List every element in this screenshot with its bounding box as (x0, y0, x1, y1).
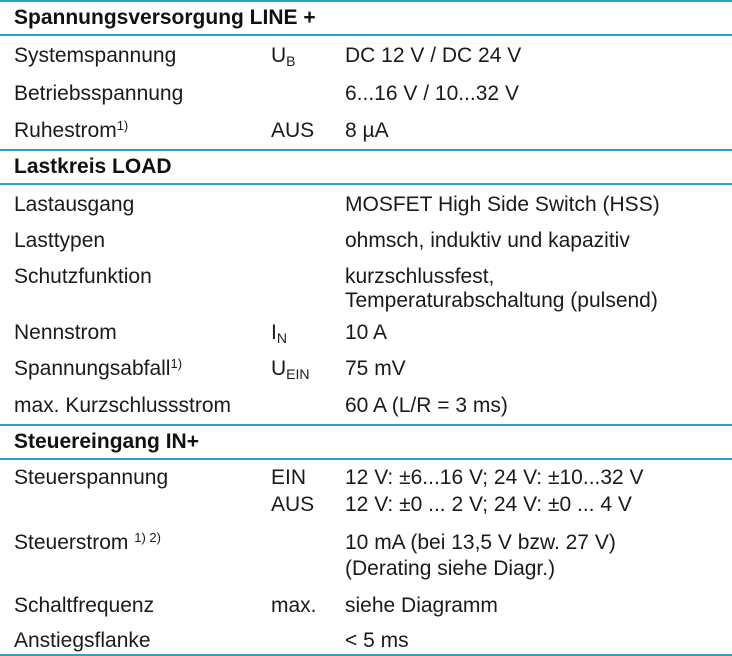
label-nennstrom: Nennstrom (14, 321, 117, 344)
value-steuerstrom-line1: 10 mA (bei 13,5 V bzw. 27 V) (345, 531, 616, 554)
value-steuerspannung-aus: 12 V: ±0 ... 2 V; 24 V: ±0 ... 4 V (345, 493, 632, 516)
value-systemspannung: DC 12 V / DC 24 V (345, 44, 522, 67)
label-systemspannung: Systemspannung (14, 44, 177, 67)
section-title-in: Steuereingang IN+ (14, 430, 199, 453)
value-schaltfrequenz: siehe Diagramm (345, 594, 498, 617)
label-anstiegsflanke: Anstiegsflanke (14, 629, 151, 652)
symbol-schaltfrequenz: max. (271, 594, 317, 617)
label-ruhestrom: Ruhestrom$^{1)}$ (14, 118, 129, 142)
rule-line-header (0, 34, 732, 36)
value-spannungsabfall: 75 mV (345, 357, 406, 380)
label-schaltfrequenz: Schaltfrequenz (14, 594, 155, 617)
footnote-ruhestrom: 1) (116, 118, 129, 133)
rule-top (0, 0, 732, 2)
value-schutzfunktion-line2: Temperaturabschaltung (pulsend) (345, 289, 658, 312)
value-lasttypen: ohmsch, induktiv und kapazitiv (345, 229, 630, 252)
label-schutzfunktion: Schutzfunktion (14, 265, 152, 288)
rule-load-header (0, 183, 732, 185)
symbol-nennstrom: $I_N$ (271, 321, 287, 346)
symbol-systemspannung: $U_B$ (271, 44, 296, 69)
value-anstiegsflanke: < 5 ms (345, 629, 409, 652)
label-betriebsspannung: Betriebsspannung (14, 82, 184, 105)
value-lastausgang: MOSFET High Side Switch (HSS) (345, 193, 660, 216)
label-lasttypen: Lasttypen (14, 229, 106, 252)
symbol-ruhestrom: AUS (271, 119, 315, 142)
rule-in-top (0, 424, 732, 426)
symbol-steuerspannung-ein: EIN (271, 466, 307, 489)
label-kurzschlussstrom: max. Kurzschlussstrom (14, 394, 232, 417)
rule-in-header (0, 458, 732, 460)
value-schutzfunktion-line1: kurzschlussfest, (345, 265, 495, 288)
value-betriebsspannung: 6...16 V / 10...32 V (345, 82, 519, 105)
label-lastausgang: Lastausgang (14, 193, 135, 216)
value-steuerstrom-line2: (Derating siehe Diagr.) (345, 557, 556, 580)
label-steuerspannung: Steuerspannung (14, 466, 169, 489)
value-kurzschlussstrom: 60 A (L/R = 3 ms) (345, 394, 508, 417)
section-title-line: Spannungsversorgung LINE + (14, 6, 316, 29)
label-steuerstrom: Steuerstrom $^{1) 2)}$ (14, 530, 161, 554)
label-spannungsabfall: Spannungsabfall$^{1)}$ (14, 356, 183, 380)
symbol-steuerspannung-aus: AUS (271, 493, 315, 516)
symbol-spannungsabfall: $U_{EIN}$ (271, 357, 310, 382)
value-ruhestrom: 8 µA (345, 119, 389, 142)
footnote-spannungsabfall: 1) (170, 356, 183, 371)
section-title-load: Lastkreis LOAD (14, 155, 172, 178)
rule-load-top (0, 149, 732, 151)
footnote-steuerstrom: 1) 2) (134, 530, 161, 545)
value-steuerspannung-ein: 12 V: ±6...16 V; 24 V: ±10...32 V (345, 466, 644, 489)
value-nennstrom: 10 A (345, 321, 388, 344)
